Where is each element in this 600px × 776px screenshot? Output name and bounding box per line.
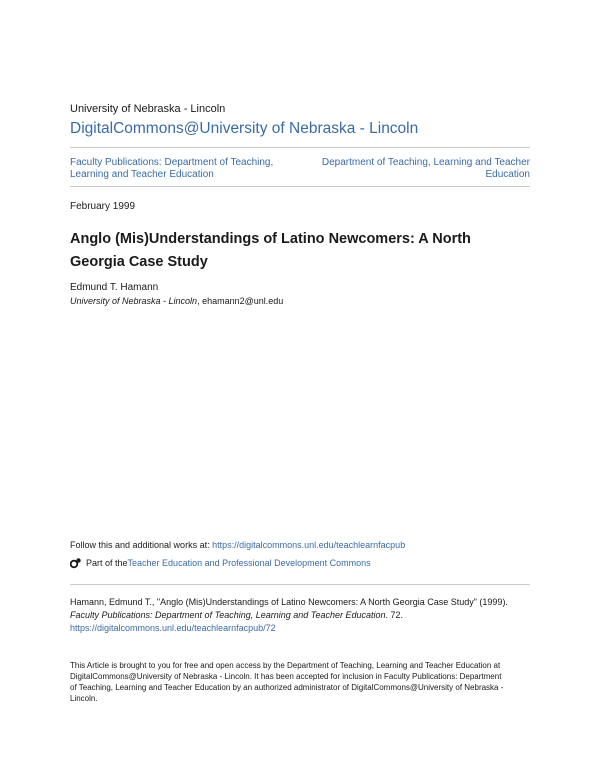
header-divider [70,147,530,148]
collection-link-department[interactable]: Department of Teaching, Learning and Teacher Education [321,157,530,180]
follow-url-link[interactable]: https://digitalcommons.unl.edu/teachlearnfacpub [212,540,406,550]
citation-number: . 72. [385,610,404,620]
citation-text: Hamann, Edmund T., "Anglo (Mis)Understandings of Latino Newcomers: A North Georgia Case Study" (1999). [70,597,508,607]
commons-link[interactable]: Teacher Education and Professional Development Commons [127,558,371,568]
citation-divider [70,584,530,585]
author-affiliation-line [70,296,283,306]
institution-name: University of Nebraska - Lincoln [70,103,226,115]
part-of-line [70,557,371,569]
citation-url-link[interactable]: https://digitalcommons.unl.edu/teachlearnfacpub/72 [70,623,276,633]
citation-series: Faculty Publications: Department of Teaching, Learning and Teacher Education [70,610,386,620]
access-notice: This Article is brought to you for free and open access by the Department of Teaching, Learning and Teacher Education at DigitalCommons@University of Nebraska - Lincoln. It has been accepted for inclusion in Faculty Publications: Department of Teaching, Learning and Teacher Education by an authorized administrator of DigitalCommons@University of Nebraska - Lincoln. [70,661,504,703]
part-of-prefix: Part of the [86,558,128,568]
author-name: Edmund T. Hamann [70,282,159,293]
repository-link[interactable]: DigitalCommons@University of Nebraska - Lincoln [70,120,419,137]
collections-divider [70,186,530,187]
follow-line [70,540,405,550]
article-title: Anglo (Mis)Understandings of Latino Newcomers: A North Georgia Case Study [70,231,471,270]
author-email[interactable]: ehamann2@unl.edu [202,296,284,306]
collection-link-faculty-publications[interactable]: Faculty Publications: Department of Teaching, Learning and Teacher Education [70,157,274,180]
commons-network-icon [70,557,82,569]
recommended-citation [70,596,532,635]
affiliation-separator: , [197,296,203,306]
publication-date: February 1999 [70,201,136,212]
follow-prefix: Follow this and additional works at: [70,540,213,550]
author-affiliation: University of Nebraska - Lincoln [70,296,198,306]
